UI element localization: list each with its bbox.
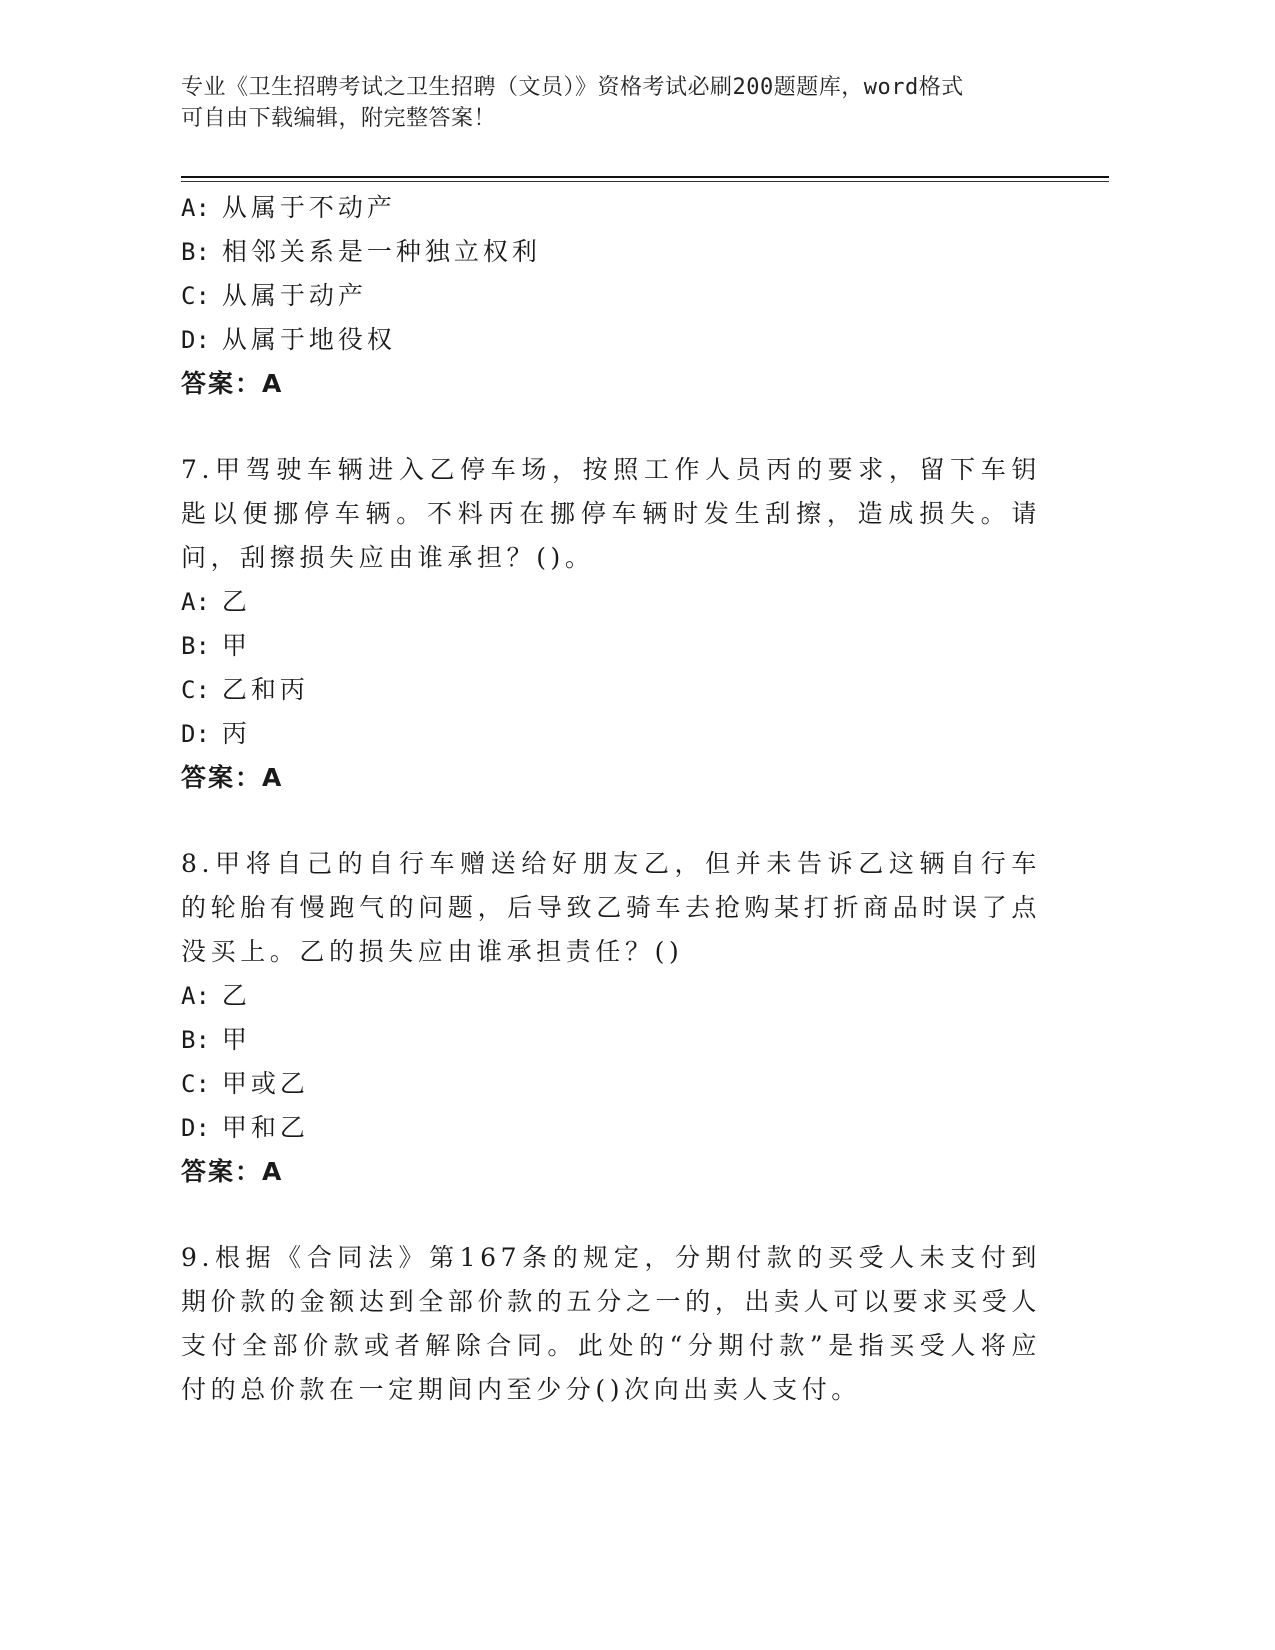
header-line-2: 可自由下载编辑，附完整答案！ [181, 106, 497, 131]
option-key: C: [181, 282, 210, 310]
option-text: 乙 [221, 981, 251, 1010]
document-content [181, 186, 1061, 1412]
option-text: 甲和乙 [221, 1113, 309, 1142]
option-text: 甲 [221, 631, 251, 660]
header-rule-thick [181, 176, 1109, 178]
option-key: B: [181, 1026, 210, 1054]
question-text: 9.根据《合同法》第167条的规定，分期付款的买受人未支付到期价款的金额达到全部价款的五分之一的，出卖人可以要求买受人支付全部价款或者解除合同。此处的“分期付款”是指买受人将应付的总价款在一定期间内至少分()次向出卖人支付。 [181, 1243, 1041, 1404]
question-block-6 [181, 186, 1061, 406]
header-line-1: 专业《卫生招聘考试之卫生招聘（文员）》资格考试必刷200题题库，word格式 [181, 75, 964, 100]
answer-line: 答案：A [181, 1157, 284, 1186]
option-text: 从属于动产 [221, 281, 367, 310]
option-text: 乙 [221, 587, 251, 616]
option-key: A: [181, 194, 210, 222]
option-a [181, 186, 1061, 230]
option-key: A: [181, 588, 210, 616]
question-block-7 [181, 448, 1061, 800]
question-block-8 [181, 842, 1061, 1194]
option-key: C: [181, 1070, 210, 1098]
option-text: 甲或乙 [221, 1069, 309, 1098]
option-key: B: [181, 238, 210, 266]
question-text: 8.甲将自己的自行车赠送给好朋友乙，但并未告诉乙这辆自行车的轮胎有慢跑气的问题，后导致乙骑车去抢购某打折商品时误了点没买上。乙的损失应由谁承担责任？() [181, 849, 1041, 966]
option-text: 丙 [221, 719, 251, 748]
option-key: D: [181, 1114, 210, 1142]
answer-line: 答案：A [181, 369, 284, 398]
option-text: 相邻关系是一种独立权利 [221, 237, 541, 266]
option-text: 从属于地役权 [221, 325, 396, 354]
option-d [181, 318, 1061, 362]
option-c [181, 668, 1061, 712]
header-rule-thin [181, 181, 1109, 182]
option-key: D: [181, 326, 210, 354]
option-key: C: [181, 676, 210, 704]
option-a [181, 974, 1061, 1018]
option-text: 从属于不动产 [221, 193, 396, 222]
option-c [181, 1062, 1061, 1106]
option-key: D: [181, 720, 210, 748]
answer-line: 答案：A [181, 763, 284, 792]
option-b [181, 1018, 1061, 1062]
option-text: 甲 [221, 1025, 251, 1054]
document-header [181, 72, 1081, 134]
option-a [181, 580, 1061, 624]
option-key: B: [181, 632, 210, 660]
option-text: 乙和丙 [221, 675, 309, 704]
option-b [181, 230, 1061, 274]
option-key: A: [181, 982, 210, 1010]
option-b [181, 624, 1061, 668]
question-text: 7.甲驾驶车辆进入乙停车场，按照工作人员丙的要求，留下车钥匙以便挪停车辆。不料丙在挪停车辆时发生刮擦，造成损失。请问，刮擦损失应由谁承担？()。 [181, 455, 1041, 572]
question-block-9 [181, 1236, 1061, 1412]
option-d [181, 1106, 1061, 1150]
option-c [181, 274, 1061, 318]
option-d [181, 712, 1061, 756]
